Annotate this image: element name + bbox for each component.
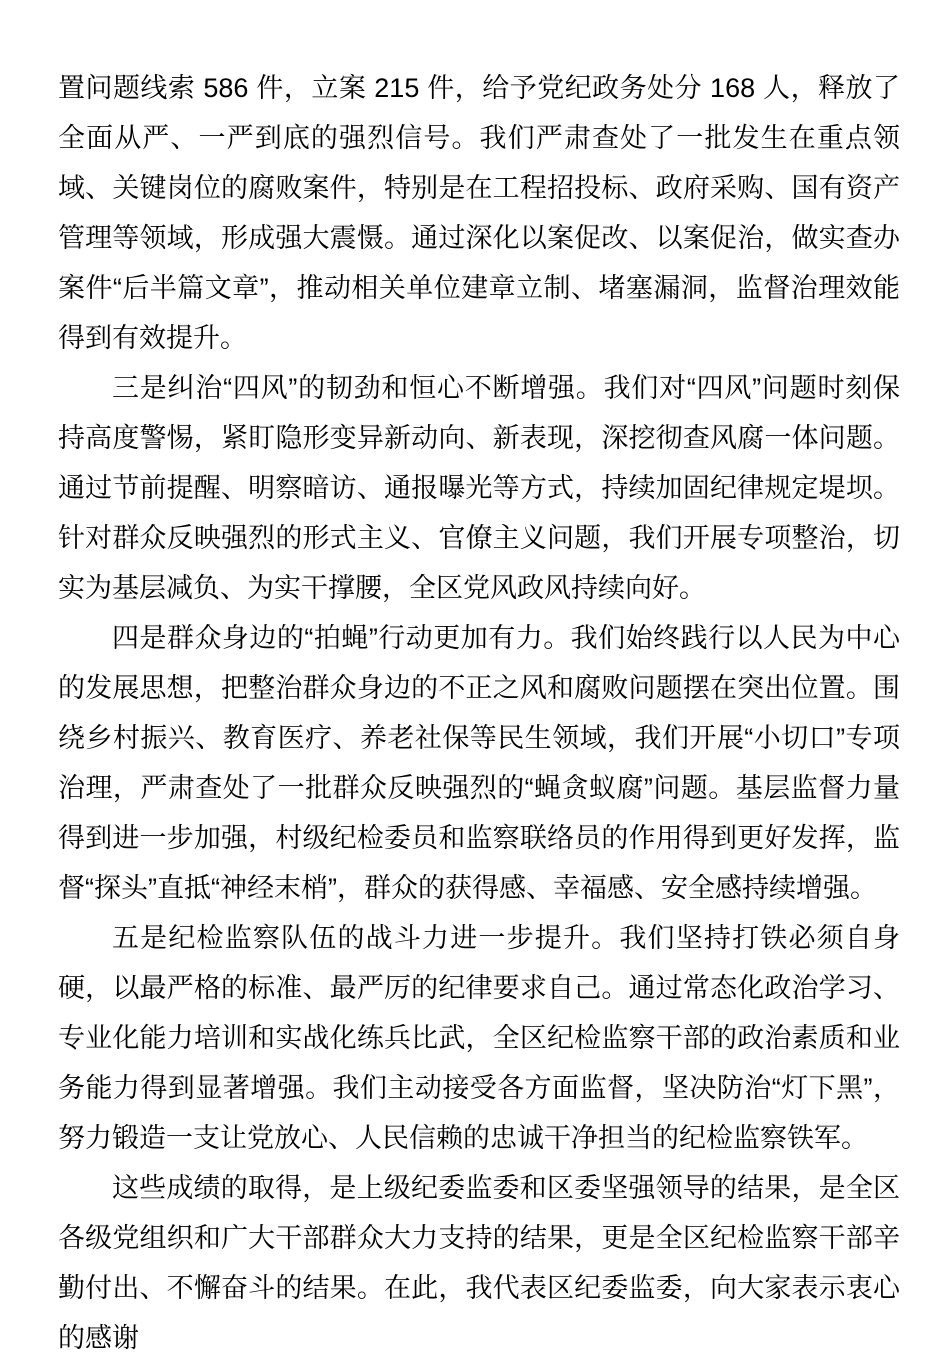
paragraph-closing-thanks: 这些成绩的取得，是上级纪委监委和区委坚强领导的结果，是全区各级党组织和广大干部群众大力支持的结果，更是全区纪检监察干部辛勤付出、不懈奋斗的结果。在此，我代表区纪委监委，向大家表示衷心的感谢: [58, 1173, 900, 1353]
paragraph-continuation: 置问题线索 586 件，立案 215 件，给予党纪政务处分 168 人，释放了全面从严、一严到底的强烈信号。我们严肃查处了一批发生在重点领域、关键岗位的腐败案件，特别是在工程招投标、政府采购、国有资产管理等领域，形成强大震慑。通过深化以案促改、以案促治，做实查办案件“后半篇文章”，推动相关单位建章立制、堵塞漏洞，监督治理效能得到有效提升。: [58, 73, 900, 353]
paragraph-point-four: 四是群众身边的“拍蝇”行动更加有力。我们始终践行以人民为中心的发展思想，把整治群众身边的不正之风和腐败问题摆在突出位置。围绕乡村振兴、教育医疗、养老社保等民生领域，我们开展“小切口”专项治理，严肃查处了一批群众反映强烈的“蝇贪蚁腐”问题。基层监督力量得到进一步加强，村级纪检委员和监察联络员的作用得到更好发挥，监督“探头”直抵“神经末梢”，群众的获得感、幸福感、安全感持续增强。: [58, 623, 900, 903]
paragraph-point-three: 三是纠治“四风”的韧劲和恒心不断增强。我们对“四风”问题时刻保持高度警惕，紧盯隐形变异新动向、新表现，深挖彻查风腐一体问题。通过节前提醒、明察暗访、通报曝光等方式，持续加固纪律规定堤坝。针对群众反映强烈的形式主义、官僚主义问题，我们开展专项整治，切实为基层减负、为实干撑腰，全区党风政风持续向好。: [58, 373, 900, 603]
document-body: [58, 63, 900, 1363]
paragraph-point-five: 五是纪检监察队伍的战斗力进一步提升。我们坚持打铁必须自身硬，以最严格的标准、最严厉的纪律要求自己。通过常态化政治学习、专业化能力培训和实战化练兵比武，全区纪检监察干部的政治素质和业务能力得到显著增强。我们主动接受各方面监督，坚决防治“灯下黑”，努力锻造一支让党放心、人民信赖的忠诚干净担当的纪检监察铁军。: [58, 923, 900, 1153]
